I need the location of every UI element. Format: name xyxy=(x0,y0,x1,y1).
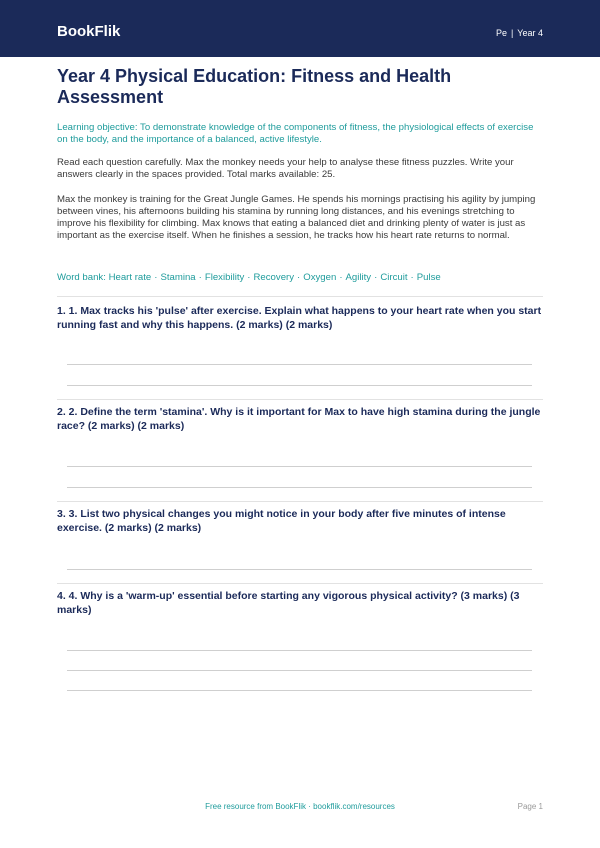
word-bank-item: Stamina xyxy=(160,272,196,283)
story-text: Max the monkey is training for the Great Jungle Games. He spends his mornings practising his agility by jumping between vines, his afternoons building his stamina by running long distances, and his evenings stretching to improve his flexibility for climbing. Max knows that eating a balanced diet and drinking plenty of water is just as important as the exercise itself. When he finishes a session, he tracks how his heart rate returns to normal. xyxy=(57,194,536,241)
word-bank-item: Agility xyxy=(345,272,372,283)
word-bank xyxy=(57,272,441,284)
question-divider xyxy=(57,583,543,584)
learning-objective: Learning objective: To demonstrate knowledge of the components of fitness, the physiological effects of exercise on the body, and the importance of a balanced, active lifestyle. xyxy=(57,122,534,145)
question-divider xyxy=(57,399,543,400)
word-bank-item: Circuit xyxy=(380,272,408,283)
page-title: Year 4 Physical Education: Fitness and Health Assessment xyxy=(57,66,452,107)
footer-link[interactable]: Free resource from BookFlik · bookflik.com/resources xyxy=(205,802,395,811)
answer-line-q4-1[interactable] xyxy=(67,650,532,651)
page-number: Page 1 xyxy=(517,802,543,811)
question-2: 2. 2. Define the term 'stamina'. Why is it important for Max to have high stamina during the jungle race? (2 marks) (2 marks) xyxy=(57,406,541,432)
word-bank-item: Oxygen xyxy=(303,272,337,283)
answer-line-q1-1[interactable] xyxy=(67,364,532,365)
subject-label: Pe xyxy=(495,28,507,38)
answer-line-q4-2[interactable] xyxy=(67,670,532,671)
word-bank-item: Flexibility xyxy=(204,272,245,283)
word-separator: · xyxy=(297,272,301,283)
question-4: 4. 4. Why is a 'warm-up' essential before starting any vigorous physical activity? (3 marks) (3 marks) xyxy=(57,590,520,616)
word-separator: · xyxy=(374,272,378,283)
question-divider xyxy=(57,296,543,297)
answer-line-q4-3[interactable] xyxy=(67,690,532,691)
word-separator: · xyxy=(154,272,158,283)
answer-line-q1-2[interactable] xyxy=(67,385,532,386)
header-meta xyxy=(496,28,543,39)
header-bar xyxy=(0,0,600,57)
instructions-text: Read each question carefully. Max the monkey needs your help to analyse these fitness puzzles. Write your answers clearly in the spaces provided. Total marks available: 25. xyxy=(57,157,514,180)
answer-line-q2-2[interactable] xyxy=(67,487,532,488)
question-1: 1. 1. Max tracks his 'pulse' after exercise. Explain what happens to your heart rate when you start running fast and why this happens. (2 marks) (2 marks) xyxy=(57,305,542,331)
word-separator: · xyxy=(339,272,343,283)
answer-line-q2-1[interactable] xyxy=(67,466,532,467)
word-bank-item: Recovery xyxy=(253,272,295,283)
question-3: 3. 3. List two physical changes you might notice in your body after five minutes of intense exercise. (2 marks) (2 marks) xyxy=(57,508,506,534)
word-separator: · xyxy=(410,272,414,283)
word-bank-item: Heart rate xyxy=(108,272,152,283)
brand-logo[interactable]: BookFlik xyxy=(57,23,121,40)
word-bank-item: Pulse xyxy=(416,272,441,283)
header-separator: | xyxy=(510,28,514,38)
question-divider xyxy=(57,501,543,502)
word-separator: · xyxy=(247,272,251,283)
word-bank-label: Word bank: xyxy=(57,272,106,283)
year-label: Year 4 xyxy=(517,28,543,38)
word-separator: · xyxy=(198,272,202,283)
answer-line-q3-1[interactable] xyxy=(67,569,532,570)
